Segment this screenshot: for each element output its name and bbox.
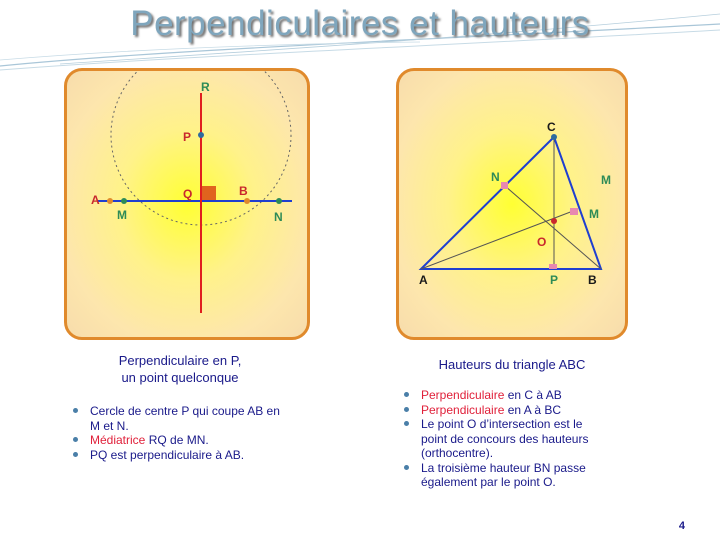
label-n: N: [274, 210, 283, 224]
bullet-icon: [404, 407, 409, 412]
label-a: A: [419, 273, 428, 287]
foot-marker-n: [501, 182, 508, 189]
list-item-text: en A à BC: [504, 402, 562, 417]
right-bullet-list: [404, 388, 604, 490]
label-m: M: [117, 208, 127, 222]
point-c: [551, 134, 557, 140]
list-item: [404, 388, 604, 403]
left-caption-line-1: Perpendiculaire en P,: [118, 353, 242, 368]
bullet-icon: [73, 408, 78, 413]
list-item: [73, 404, 288, 433]
label-b: B: [239, 184, 248, 198]
left-caption-line-2: un point quelconque: [121, 370, 239, 385]
list-item: [404, 417, 604, 461]
foot-marker-m: [570, 208, 578, 215]
label-o: O: [537, 235, 547, 249]
list-item: [73, 433, 288, 448]
label-m: M: [589, 207, 599, 221]
bullet-icon: [404, 421, 409, 426]
list-item-text: Le point O d’intersection est le point de concours des hauteurs (orthocentre).: [421, 417, 589, 460]
left-figure-panel: [64, 68, 310, 340]
bullet-icon: [404, 465, 409, 470]
label-m-top: M: [601, 173, 611, 187]
bullet-icon: [73, 437, 78, 442]
highlight-term: Perpendiculaire: [421, 388, 505, 402]
perpendicular-construction-figure: [67, 71, 307, 337]
list-item: [404, 461, 604, 490]
triangle-heights-figure: [399, 71, 625, 337]
label-p: P: [183, 130, 192, 144]
left-bullet-list: [73, 404, 288, 462]
triangle-abc: [421, 137, 601, 269]
label-n: N: [491, 170, 500, 184]
page-number: 4: [678, 520, 685, 532]
slide-title: Perpendiculaires et hauteurs: [130, 4, 590, 43]
highlight-term: Perpendiculaire: [421, 402, 505, 417]
list-item: [404, 403, 604, 418]
point-o: [551, 218, 557, 224]
left-caption: [90, 352, 270, 386]
point-m: [121, 198, 127, 204]
foot-marker-p: [549, 264, 557, 269]
point-a: [107, 198, 113, 204]
label-q: Q: [183, 187, 193, 201]
right-figure-panel: [396, 68, 628, 340]
label-c: C: [547, 120, 556, 134]
highlight-term: Médiatrice: [90, 433, 146, 447]
list-item-text: en C à AB: [504, 388, 562, 402]
point-b: [244, 198, 250, 204]
right-caption: Hauteurs du triangle ABC: [438, 357, 586, 372]
point-n: [276, 198, 282, 204]
label-b: B: [588, 273, 597, 287]
bullet-icon: [73, 452, 78, 457]
list-item-text: PQ est perpendiculaire à AB.: [90, 447, 245, 462]
list-item-text: RQ de MN.: [145, 433, 209, 447]
point-p: [198, 132, 204, 138]
label-r: R: [201, 80, 210, 94]
bullet-icon: [404, 392, 409, 397]
label-p: P: [550, 273, 559, 287]
list-item-text: La troisième hauteur BN passe également par le point O.: [421, 460, 586, 489]
right-angle-marker: [202, 186, 216, 200]
label-a: A: [91, 193, 100, 207]
height-from-a: [421, 211, 573, 269]
list-item-text: Cercle de centre P qui coupe AB en M et N.: [90, 404, 280, 433]
list-item: [73, 448, 288, 463]
